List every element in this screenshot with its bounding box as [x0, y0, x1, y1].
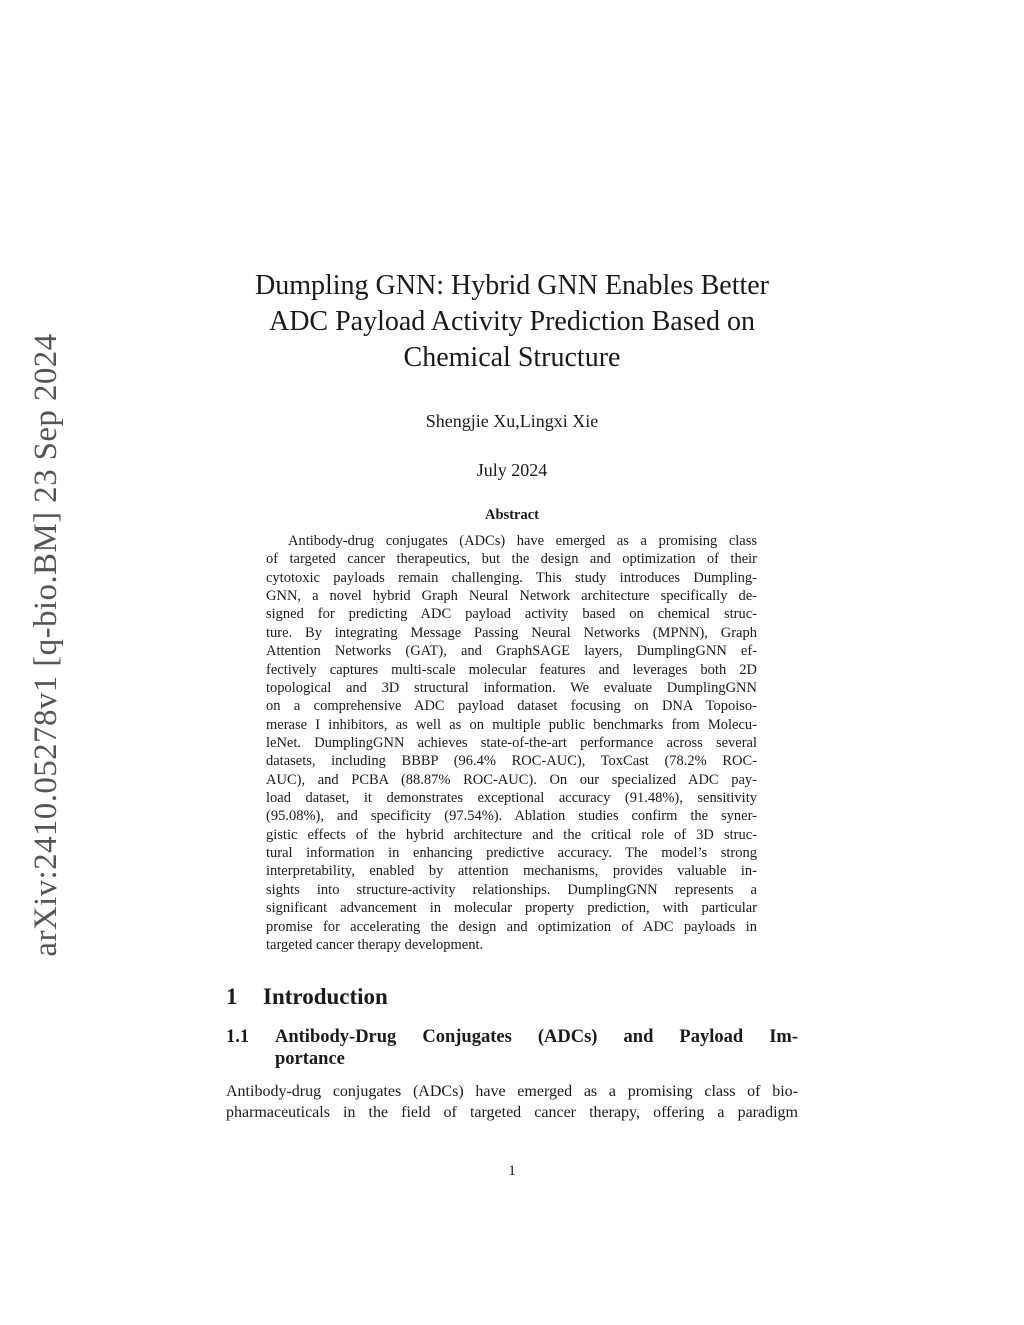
abstract-line: merase I inhibitors, as well as on multiple public benchmarks from Molecu-: [266, 716, 757, 733]
abstract-line: interpretability, enabled by attention mechanisms, provides valuable in-: [266, 863, 757, 880]
paper-title: [226, 268, 798, 376]
publication-date: July 2024: [476, 460, 548, 480]
abstract-line: (95.08%), and specificity (97.54%). Ablation studies confirm the syner-: [266, 808, 757, 825]
arxiv-identifier-stamp: arXiv:2410.05278v1 [q-bio.BM] 23 Sep 2024: [28, 333, 64, 957]
abstract-line: AUC), and PCBA (88.87% ROC-AUC). On our specialized ADC pay-: [266, 771, 757, 788]
abstract-line: datasets, including BBBP (96.4% ROC-AUC), ToxCast (78.2% ROC-: [266, 753, 757, 770]
abstract-line: on a comprehensive ADC payload dataset focusing on DNA Topoiso-: [266, 698, 757, 715]
section-heading-introduction: [226, 983, 388, 1011]
abstract-line: Antibody-drug conjugates (ADCs) have emerged as a promising class: [288, 533, 757, 549]
abstract-line: load dataset, it demonstrates exceptional accuracy (91.48%), sensitivity: [266, 790, 757, 807]
paragraph-line: pharmaceuticals in the field of targeted cancer therapy, offering a paradigm: [226, 1104, 798, 1121]
page-number: 1: [508, 1163, 516, 1179]
title-line: Chemical Structure: [403, 342, 621, 373]
abstract-line: tural information in enhancing predictive accuracy. The model’s strong: [266, 845, 757, 862]
abstract-line: GNN, a novel hybrid Graph Neural Network architecture specifically de-: [266, 588, 757, 605]
abstract-line: promise for accelerating the design and optimization of ADC payloads in: [266, 918, 757, 935]
introduction-paragraph: [226, 1081, 798, 1123]
abstract-line: signed for predicting ADC payload activity based on chemical struc-: [266, 606, 757, 623]
abstract-line: topological and 3D structural information. We evaluate DumplingGNN: [266, 679, 757, 696]
author-list: Shengjie Xu,Lingxi Xie: [425, 411, 599, 431]
subsection-number: 1.1: [226, 1027, 250, 1047]
abstract-heading: Abstract: [485, 507, 539, 523]
abstract-line: gistic effects of the hybrid architecture and the critical role of 3D struc-: [266, 826, 757, 843]
subsection-heading-adc-payload: [226, 1026, 798, 1070]
title-line: ADC Payload Activity Prediction Based on: [268, 306, 756, 337]
section-number: 1: [226, 984, 238, 1009]
subsection-title: [226, 1026, 798, 1070]
abstract-line: Attention Networks (GAT), and GraphSAGE layers, DumplingGNN ef-: [266, 643, 757, 660]
section-title: Introduction: [263, 984, 388, 1009]
abstract-line: cytotoxic payloads remain challenging. This study introduces Dumpling-: [266, 569, 757, 586]
abstract-line: fectively captures multi-scale molecular features and leverages both 2D: [266, 661, 757, 678]
abstract-line: targeted cancer therapy development.: [266, 936, 484, 953]
abstract-line: ture. By integrating Message Passing Neural Networks (MPNN), Graph: [266, 624, 757, 641]
abstract-line: leNet. DumplingGNN achieves state-of-the-art performance across several: [266, 734, 757, 751]
subsection-title-line: Antibody-Drug Conjugates (ADCs) and Payload Im-: [275, 1027, 798, 1047]
abstract-line: significant advancement in molecular property prediction, with particular: [266, 900, 757, 917]
abstract-line: of targeted cancer therapeutics, but the design and optimization of their: [266, 551, 757, 568]
subsection-title-line: portance: [275, 1049, 345, 1069]
title-line: Dumpling GNN: Hybrid GNN Enables Better: [254, 270, 770, 301]
abstract-text: [266, 532, 757, 954]
abstract-line: sights into structure-activity relationships. DumplingGNN represents a: [266, 881, 757, 898]
paragraph-line: Antibody-drug conjugates (ADCs) have emerged as a promising class of bio-: [226, 1083, 798, 1100]
